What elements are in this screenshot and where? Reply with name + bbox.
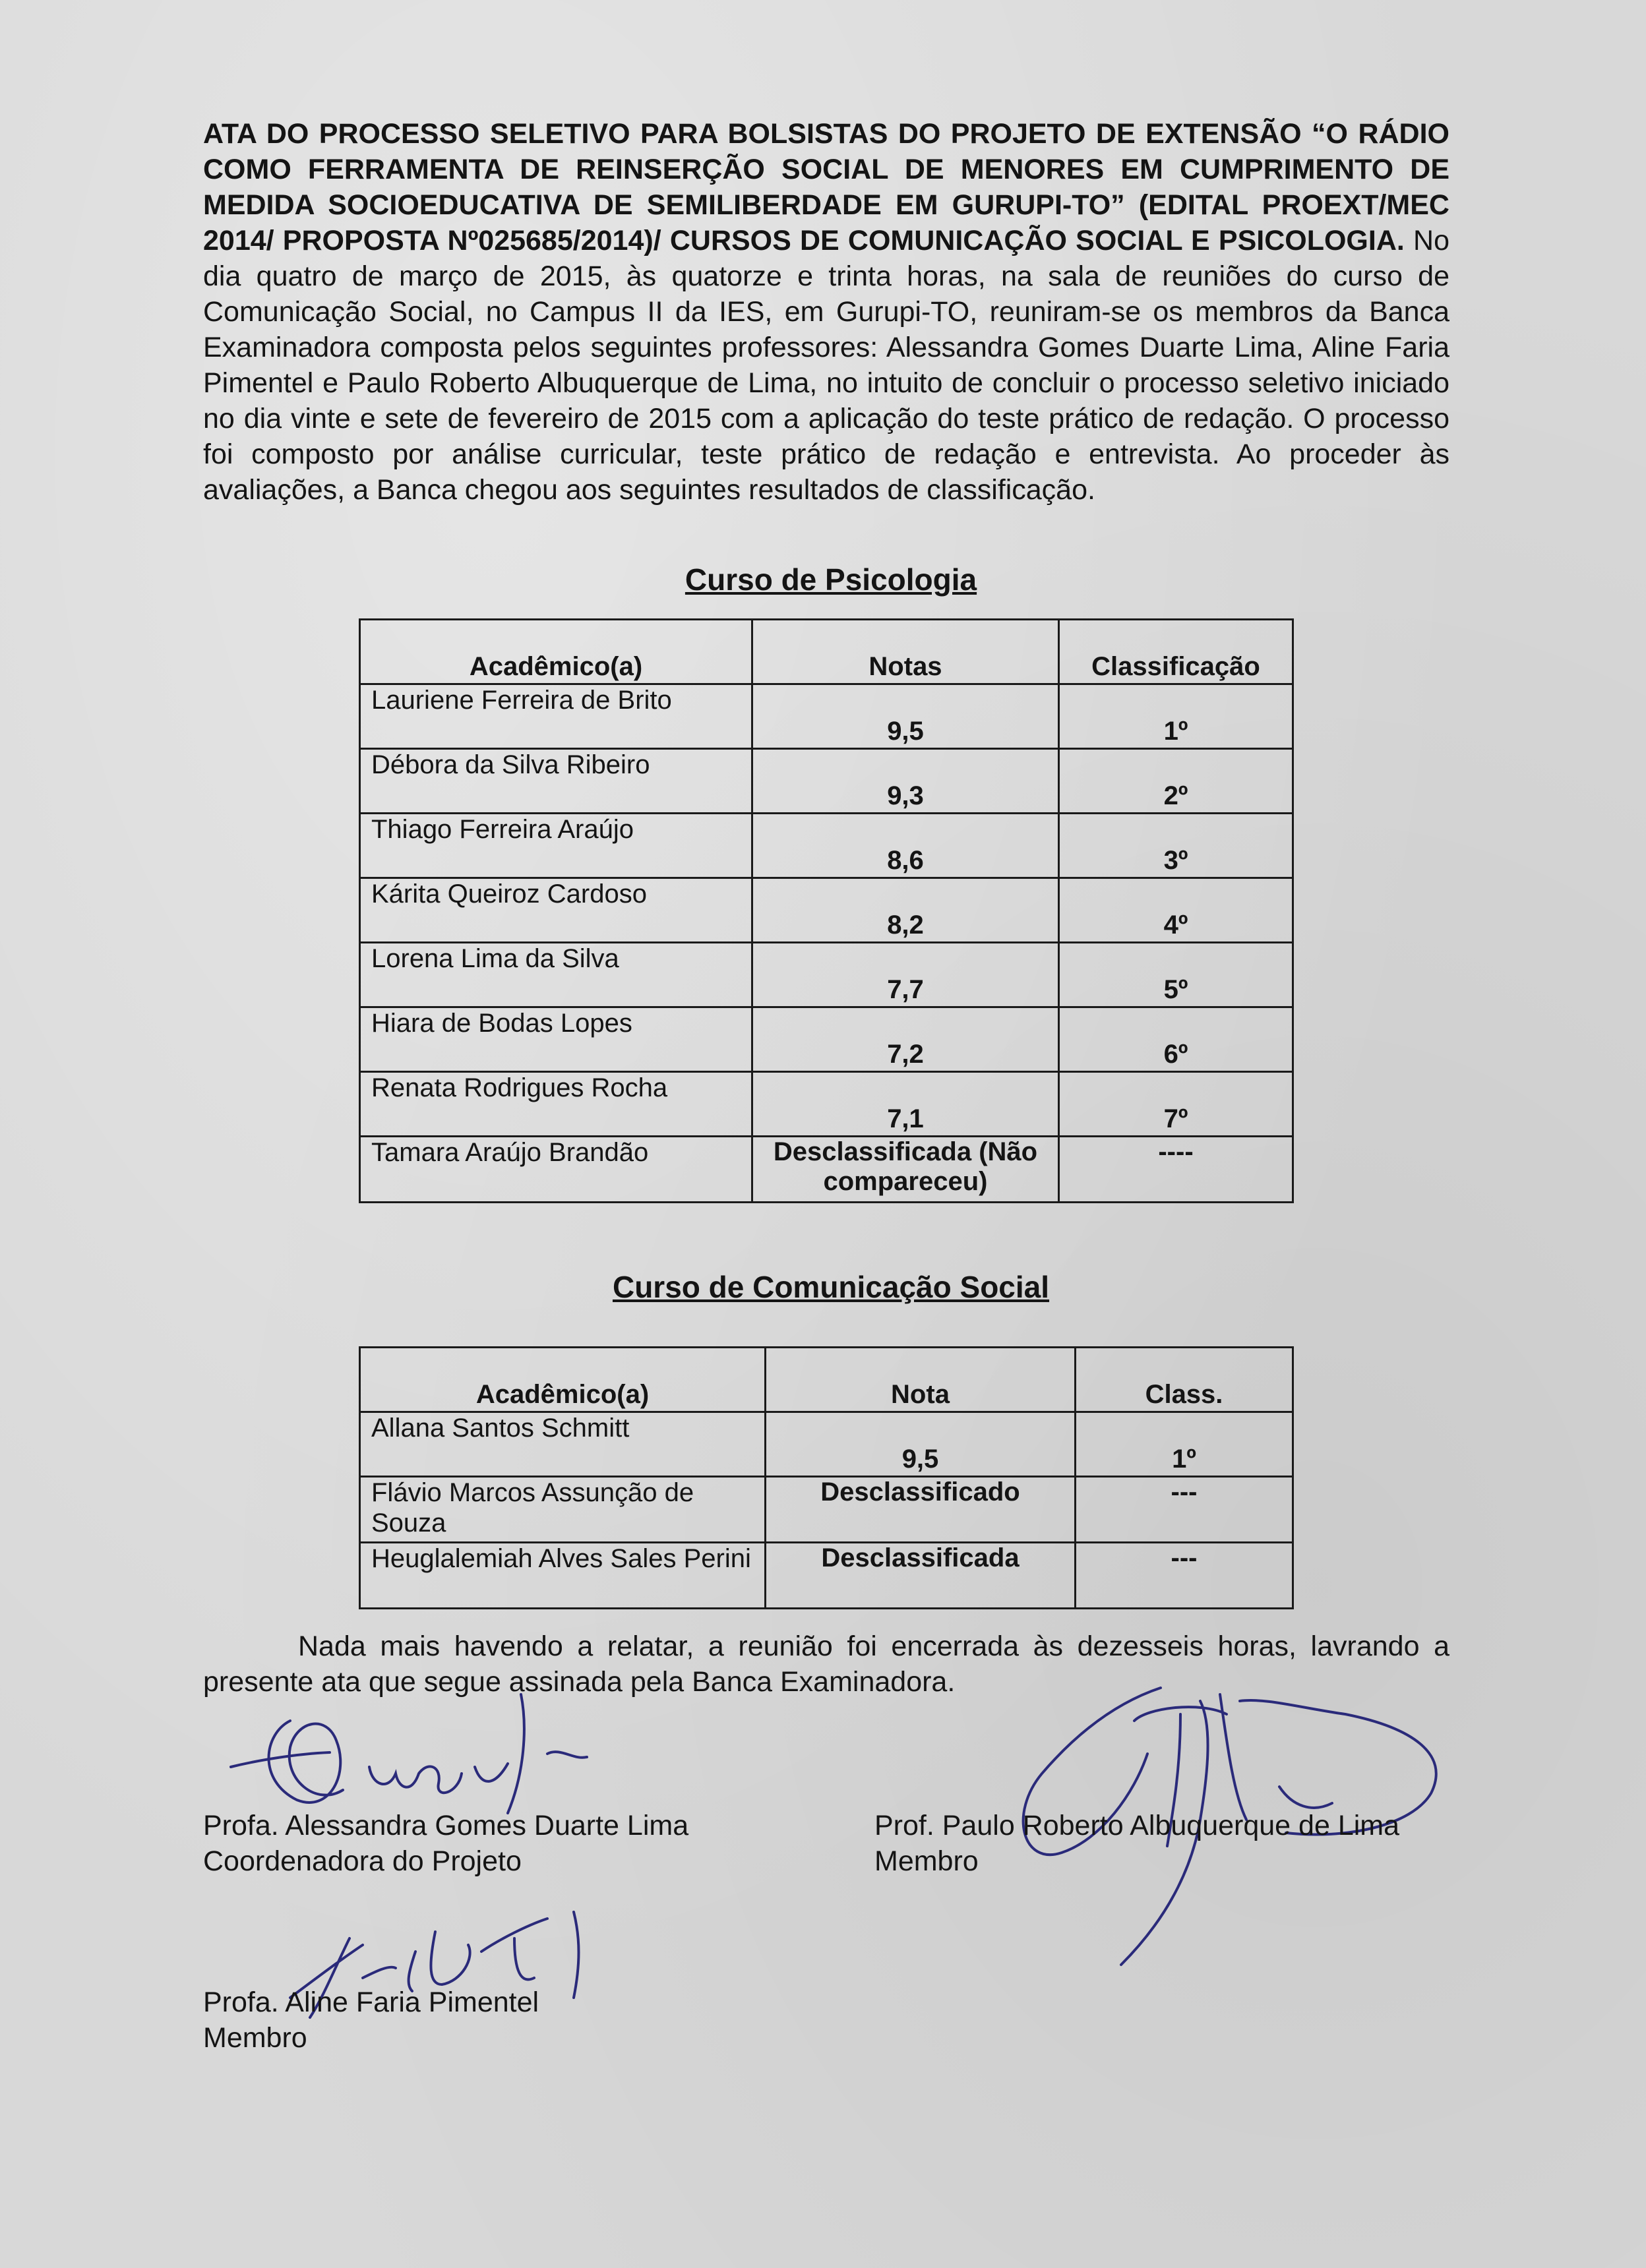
signatory-name: Profa. Aline Faria Pimentel bbox=[203, 1986, 539, 2018]
psicologia-section-title: Curso de Psicologia bbox=[685, 562, 977, 597]
signatory-role: Coordenadora do Projeto bbox=[203, 1845, 522, 1877]
signatory-name: Prof. Paulo Roberto Albuquerque de Lima bbox=[874, 1810, 1400, 1841]
minutes-opening-text: No dia quatro de março de 2015, às quatorze e trinta horas, na sala de reuniões do curso de Comunicação Social, no Campus II da IES, em Gurupi-TO, reuniram-se os membros da Banca Examinadora composta pelos seguintes professores: Alessandra Gomes Duarte Lima, Aline Faria Pimentel e Paulo Roberto Albuquerque de Lima, no intuito de concluir o processo seletivo iniciado no dia vinte e sete de fevereiro de 2015 com a aplicação do teste prático de redação. O processo foi composto por análise curricular, teste prático de redação e entrevista. Ao proceder às avaliações, a Banca chegou aos seguintes resultados de classificação. bbox=[203, 225, 1449, 506]
minutes-title: ATA DO PROCESSO SELETIVO PARA BOLSISTAS DO PROJETO DE EXTENSÃO “O RÁDIO COMO FERRAMENTA DE REINSERÇÃO SOCIAL DE MENORES EM CUMPRIMENTO DE MEDIDA SOCIOEDUCATIVA DE SEMILIBERDADE EM GURUPI-TO” (EDITAL PROEXT/MEC 2014/ PROPOSTA Nº025685/2014)/ CURSOS DE COMUNICAÇÃO SOCIAL E PSICOLOGIA. bbox=[203, 118, 1449, 256]
table-header-row bbox=[360, 620, 1293, 684]
table-row bbox=[360, 1072, 1293, 1137]
table-row bbox=[360, 749, 1293, 814]
grade-cell: Desclassificado bbox=[766, 1477, 1076, 1543]
grade-cell: 8,2 bbox=[752, 878, 1059, 943]
rank-cell: 1º bbox=[1059, 684, 1293, 749]
rank-cell: 5º bbox=[1059, 943, 1293, 1007]
student-name-cell: Débora da Silva Ribeiro bbox=[360, 749, 752, 814]
rank-cell: --- bbox=[1076, 1477, 1293, 1543]
student-name-cell: Lorena Lima da Silva bbox=[360, 943, 752, 1007]
grade-cell: 7,2 bbox=[752, 1007, 1059, 1072]
table-row bbox=[360, 1007, 1293, 1072]
student-name-cell: Lauriene Ferreira de Brito bbox=[360, 684, 752, 749]
student-name-cell: Allana Santos Schmitt bbox=[360, 1412, 766, 1477]
grade-cell: 8,6 bbox=[752, 814, 1059, 878]
rank-cell: 7º bbox=[1059, 1072, 1293, 1137]
table-row bbox=[360, 878, 1293, 943]
rank-cell: 3º bbox=[1059, 814, 1293, 878]
rank-cell: --- bbox=[1076, 1543, 1293, 1609]
table-row bbox=[360, 1477, 1293, 1543]
signatory-role: Membro bbox=[874, 1845, 979, 1877]
rank-cell: 2º bbox=[1059, 749, 1293, 814]
signatory-role: Membro bbox=[203, 2022, 307, 2054]
rank-cell: 4º bbox=[1059, 878, 1293, 943]
grade-cell: Desclassificada bbox=[766, 1543, 1076, 1609]
grade-cell: 9,5 bbox=[766, 1412, 1076, 1477]
student-name-cell: Heuglalemiah Alves Sales Perini bbox=[360, 1543, 766, 1609]
table-row bbox=[360, 1543, 1293, 1609]
grade-cell: 7,7 bbox=[752, 943, 1059, 1007]
psicologia-results-table bbox=[359, 618, 1294, 1203]
student-name-cell: Hiara de Bodas Lopes bbox=[360, 1007, 752, 1072]
signatory-name: Profa. Alessandra Gomes Duarte Lima bbox=[203, 1810, 689, 1841]
column-header-academico: Acadêmico(a) bbox=[360, 620, 752, 684]
column-header-classificacao: Classificação bbox=[1059, 620, 1293, 684]
signature-block-alessandra bbox=[203, 1808, 688, 1879]
table-header-row bbox=[360, 1348, 1293, 1412]
closing-paragraph: Nada mais havendo a relatar, a reunião foi encerrada às dezesseis horas, lavrando a presente ata que segue assinada pela Banca Examinadora. bbox=[203, 1630, 1449, 1698]
column-header-academico: Acadêmico(a) bbox=[360, 1348, 766, 1412]
comunicacao-section-title: Curso de Comunicação Social bbox=[612, 1270, 1050, 1304]
signature-block-paulo bbox=[874, 1808, 1399, 1879]
student-name-cell: Thiago Ferreira Araújo bbox=[360, 814, 752, 878]
column-header-notas: Notas bbox=[752, 620, 1059, 684]
student-name-cell: Tamara Araújo Brandão bbox=[360, 1137, 752, 1203]
grade-cell: 9,5 bbox=[752, 684, 1059, 749]
student-name-cell: Renata Rodrigues Rocha bbox=[360, 1072, 752, 1137]
column-header-class: Class. bbox=[1076, 1348, 1293, 1412]
rank-cell: ---- bbox=[1059, 1137, 1293, 1203]
comunicacao-results-table bbox=[359, 1346, 1294, 1609]
column-header-nota: Nota bbox=[766, 1348, 1076, 1412]
student-name-cell: Kárita Queiroz Cardoso bbox=[360, 878, 752, 943]
table-row bbox=[360, 1137, 1293, 1203]
grade-cell: Desclassificada (Não compareceu) bbox=[752, 1137, 1059, 1203]
minutes-opening-paragraph bbox=[203, 116, 1449, 508]
signature-block-aline bbox=[203, 1984, 539, 2056]
table-row bbox=[360, 1412, 1293, 1477]
grade-cell: 7,1 bbox=[752, 1072, 1059, 1137]
rank-cell: 1º bbox=[1076, 1412, 1293, 1477]
table-row bbox=[360, 814, 1293, 878]
table-row bbox=[360, 943, 1293, 1007]
grade-cell: 9,3 bbox=[752, 749, 1059, 814]
table-row bbox=[360, 684, 1293, 749]
rank-cell: 6º bbox=[1059, 1007, 1293, 1072]
student-name-cell: Flávio Marcos Assunção de Souza bbox=[360, 1477, 766, 1543]
